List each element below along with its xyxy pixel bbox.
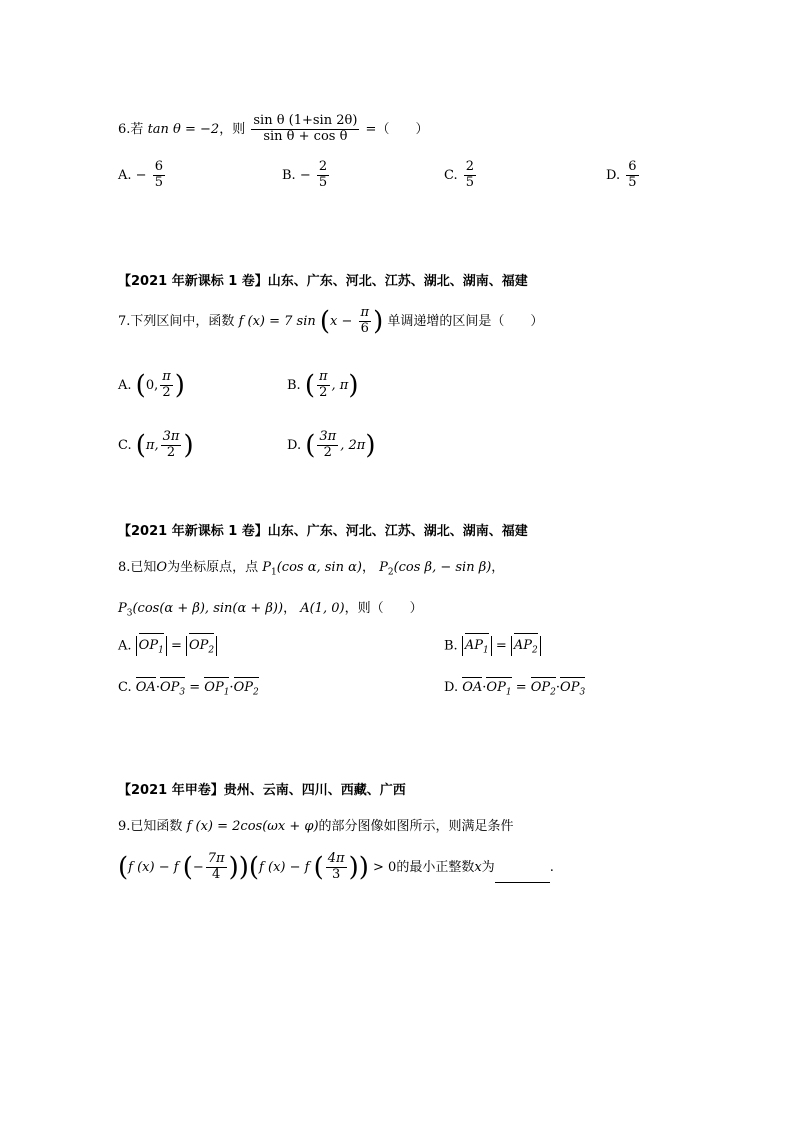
option-sign: − (299, 167, 311, 183)
paren-left: ( (305, 430, 316, 461)
q8-p1-sub: 1 (271, 567, 277, 578)
dot-operator: · (229, 680, 234, 695)
option-fraction (317, 430, 338, 461)
q8-p2-sub: 2 (387, 567, 394, 578)
q9-frac1-den: 4 (212, 866, 221, 882)
q7-arg: x − (330, 313, 353, 329)
option-c-part: , π (331, 377, 349, 393)
q8-tail: ，则（ ） (344, 601, 423, 616)
paren-left: ( (182, 852, 193, 883)
paren-right: ) (373, 306, 384, 337)
q6-number: 6. (118, 121, 131, 137)
q8-text2: 为坐标原点，点 (167, 560, 259, 575)
q9-end: . (549, 859, 554, 875)
q7-stem (118, 306, 543, 337)
paren-right: ) (238, 852, 249, 883)
q7-fraction (359, 306, 372, 337)
option-den: 2 (162, 384, 171, 400)
q9-fx-1: f (x) − f (128, 859, 179, 875)
vector-op1: $OP_1$ (204, 680, 230, 698)
q7-option-c[interactable] (118, 430, 194, 461)
paren-left: ( (135, 370, 146, 401)
q8-p2: P (379, 560, 388, 575)
vector-op2: $OP_2$ (530, 680, 556, 698)
option-label: D. (287, 437, 302, 453)
option-c-part: , 2π (340, 437, 366, 453)
q9-text1: 已知函数 (130, 819, 183, 834)
paren-left: ( (319, 306, 331, 337)
option-fraction (317, 370, 330, 401)
q8-p3: P (118, 601, 127, 616)
vector-op2: $OP_2$ (189, 636, 214, 661)
option-num: 6 (154, 159, 163, 174)
paren-left: ( (304, 370, 315, 401)
q7-frac-num: π (360, 305, 370, 320)
q8-origin: O (156, 560, 168, 575)
q8-stem-line1: 8.已知O为坐标原点，点 $P_1(\cos$ α, sin α)， $P_2(\cos$ β, − sin β)， (118, 560, 505, 578)
q6-text-if: 若 (130, 121, 144, 137)
option-num: π (318, 369, 328, 384)
q9-frac1-num: 7π (207, 851, 225, 866)
q7-frac-den: 6 (360, 320, 369, 336)
q6-option-b[interactable] (282, 160, 331, 191)
vector-op1: $OP_1$ (486, 680, 512, 698)
paren-right: ) (365, 430, 376, 461)
q9-stem-line1 (118, 815, 514, 834)
q7-text1: 下列区间中，函数 (130, 313, 235, 329)
q6-text-then: ，则 (219, 121, 246, 137)
paren-right: ) (174, 370, 185, 401)
vector-op1: $OP_1$ (139, 636, 164, 661)
q9-stem-line2 (118, 852, 554, 883)
option-fraction (160, 370, 173, 401)
q8-p2-value: (cos β, − sin β) (393, 560, 492, 575)
q6-option-c[interactable] (444, 160, 478, 191)
equals-sign: = (170, 638, 182, 654)
q7-option-b[interactable] (287, 370, 359, 401)
dot-operator: · (555, 680, 561, 695)
option-label: A. (118, 638, 132, 654)
vector-oa: OA (135, 680, 156, 695)
equals-sign: = (495, 638, 507, 654)
option-fraction (161, 430, 182, 461)
option-label: B. (282, 167, 296, 183)
q8-option-c[interactable] (118, 680, 259, 698)
vector-magnitude (462, 636, 492, 656)
q6-tail: =（ ） (365, 121, 429, 137)
option-label: A. (118, 377, 132, 393)
q6-condition: tan θ = −2 (147, 121, 220, 137)
paren-right: ) (348, 852, 359, 883)
option-label: B. (444, 638, 458, 654)
q9-fx-2: f (x) − f (259, 859, 310, 875)
q8-p1: P (262, 560, 271, 575)
q8-p3-sub: 3 (126, 608, 133, 619)
option-sign: − (135, 167, 147, 183)
option-den: 5 (318, 174, 328, 190)
option-num: 3π (162, 429, 180, 444)
option-num: 6 (628, 159, 637, 174)
option-fraction (464, 160, 476, 191)
q8-p1-value: (cos α, sin α) (276, 560, 362, 575)
paren-left: ( (313, 852, 324, 883)
q8-option-b[interactable] (444, 636, 541, 656)
vector-op2: $OP_2$ (233, 680, 259, 698)
q9-frac2-den: 3 (332, 866, 341, 882)
q7-function: f (x) = 7 sin (238, 313, 316, 329)
q8-p3-value: (cos(α + β), sin(α + β)) (132, 601, 284, 616)
dot-operator: · (155, 680, 160, 695)
option-den: 2 (323, 444, 332, 460)
option-den: 2 (319, 384, 328, 400)
equals-sign: = (515, 680, 527, 695)
paren-right: ) (358, 852, 369, 883)
q9-function: f (x) = 2cos(ωx + φ) (186, 819, 319, 834)
paren-left: ( (118, 852, 129, 883)
answer-blank[interactable] (495, 868, 550, 883)
paren-left: ( (135, 430, 146, 461)
equals-sign: = (189, 680, 201, 695)
option-label: C. (118, 680, 132, 695)
option-label: C. (118, 437, 132, 453)
q7-text2: 单调递增的区间是（ ） (387, 313, 544, 329)
q9-gt: > 0 (373, 859, 397, 875)
option-num: π (162, 369, 171, 384)
option-num: 2 (318, 159, 328, 174)
vector-ap2: $AP_2$ (514, 636, 538, 661)
q9-frac2-num: 4π (327, 851, 345, 866)
q9-minus: − (192, 859, 204, 875)
q8-stem-line2: $P_3(\cos(\alpha + \beta)$, sin(α + β))， A(1, 0)，则（ ） (118, 601, 423, 619)
vector-ap1: $AP_1$ (465, 636, 489, 661)
option-a-part: 0, (145, 377, 159, 393)
q6-frac-num: sin θ (1+sin 2θ) (253, 113, 358, 128)
section-header-3: 【2021 年甲卷】贵州、云南、四川、西藏、广西 (118, 783, 406, 798)
q9-number: 9. (118, 819, 131, 834)
vector-magnitude (136, 636, 167, 656)
q7-option-d[interactable] (287, 430, 375, 461)
vector-op3: $OP_3$ (159, 680, 186, 698)
q8-option-d[interactable] (444, 680, 585, 698)
q7-number: 7. (118, 313, 131, 329)
q9-text3: 的最小正整数 (396, 859, 475, 875)
option-num: 3π (319, 429, 337, 444)
q9-text4: 为 (481, 859, 495, 875)
vector-magnitude (186, 636, 217, 656)
vector-oa: OA (462, 680, 483, 695)
section-header-2: 【2021 年新课标 1 卷】山东、广东、河北、江苏、湖北、湖南、福建 (118, 524, 528, 539)
option-label: C. (444, 167, 458, 183)
option-den: 5 (154, 174, 163, 190)
option-fraction (317, 160, 329, 191)
vector-op3: $OP_3$ (560, 680, 586, 698)
paren-right: ) (183, 430, 194, 461)
section-header-1: 【2021 年新课标 1 卷】山东、广东、河北、江苏、湖北、湖南、福建 (118, 274, 528, 289)
q8-number: 8. (118, 560, 131, 575)
vector-magnitude (511, 636, 541, 656)
option-den: 2 (166, 444, 176, 460)
q6-frac-den: sin θ + cos θ (263, 128, 348, 144)
option-fraction (626, 160, 638, 191)
option-label: A. (118, 167, 132, 183)
q9-x: x (474, 859, 482, 875)
option-a-part: π, (145, 437, 159, 453)
paren-left: ( (248, 852, 260, 883)
q9-text2: 的部分图像如图所示，则满足条件 (318, 819, 514, 834)
option-den: 5 (465, 174, 475, 190)
option-fraction (153, 160, 165, 191)
q6-option-a[interactable] (118, 160, 167, 191)
option-label: D. (444, 680, 459, 695)
q7-option-a[interactable] (118, 370, 185, 401)
q6-stem (118, 114, 428, 145)
q9-frac-2 (326, 852, 347, 883)
option-label: B. (287, 377, 301, 393)
q6-fraction (251, 114, 359, 145)
q8-text1: 已知 (130, 560, 157, 575)
q6-option-d[interactable] (606, 160, 641, 191)
paren-right: ) (228, 852, 239, 883)
q8-point-a: A(1, 0) (300, 601, 345, 616)
option-num: 2 (465, 159, 475, 174)
option-den: 5 (628, 174, 637, 190)
q9-frac-1 (206, 852, 227, 883)
q8-option-a[interactable] (118, 636, 217, 656)
dot-operator: · (482, 680, 487, 695)
option-label: D. (606, 167, 621, 183)
paren-right: ) (348, 370, 359, 401)
